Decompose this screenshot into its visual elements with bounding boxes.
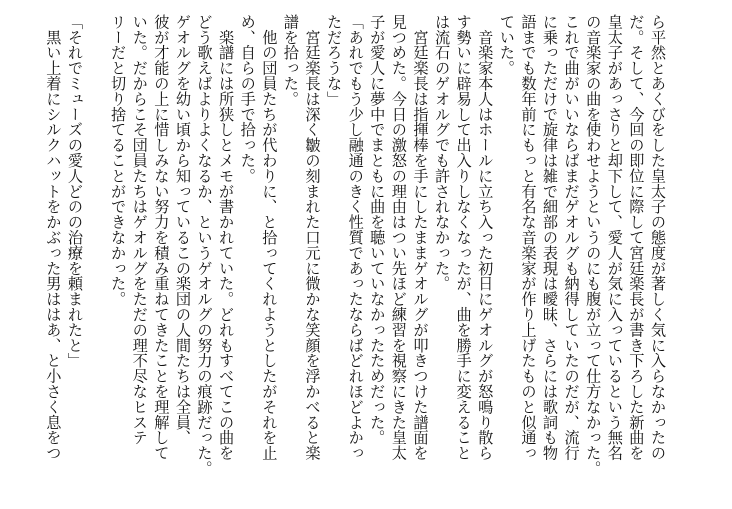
text-line: に乗っただけで旋律は雑で細部の表現は曖昧、さらには歌詞も物: [541, 14, 560, 461]
text-line: ゲオルグを幼い頃から知っているこの楽団の人間たちは全員、: [173, 14, 192, 446]
text-line: す勢いに辟易して出入りしなくなったが、曲を勝手に変えること: [454, 14, 473, 461]
text-line: だ。そして、今回の即位に際して宮廷楽長が書き下ろした新曲を: [627, 14, 646, 461]
text-line: これで曲がいいならばまだゲオルグも納得していたのだが、流行: [562, 14, 581, 461]
text-line: は流石のゲオルグでも許されなかった。: [433, 14, 452, 292]
text-line: 音楽家本人はホールに立ち入った初日にゲオルグが怒鳴り散ら: [476, 14, 495, 461]
text-line: 皇太子があっさりと却下して、愛人が気に入っているという無名: [605, 14, 624, 461]
text-line: 「それでミューズの愛人どのの治療を頼まれたと」: [65, 14, 84, 369]
text-line: 譜を拾った。: [281, 14, 300, 107]
text-line: ていた。: [497, 14, 516, 76]
text-line: 語までも数年前にもっと有名な音楽家が作り上げたものと似通っ: [519, 14, 538, 461]
text-line: 黒い上着にシルクハットをかぶった男ははあ、と小さく息をつ: [44, 14, 63, 461]
text-line: 見つめた。今日の激怒の理由はつい先ほど練習を視察にきた皇太: [389, 14, 408, 461]
vertical-text-body: [42, 14, 668, 486]
text-line: 「あれでもう少し融通のきく性質であったならばどれほどよかっ: [346, 14, 365, 461]
text-line: リーだと切り捨てることができなかった。: [109, 14, 128, 307]
text-line: の音楽家の曲を使わせようというのにも腹が立って仕方なかった。: [584, 14, 603, 476]
text-line: いた。だからこそ団員たちはゲオルグをただの理不尽なヒステ: [130, 14, 149, 446]
text-line: どう歌えばよりよくなるか、というゲオルグの努力の痕跡だった。: [195, 14, 214, 476]
text-line: め、自らの手で拾った。: [238, 14, 257, 184]
text-line: 他の団員たちが代わりに、と拾ってくれようとしたがそれを止: [260, 14, 279, 461]
text-line: 彼が才能の上に惜しみない努力を積み重ねてきたことを理解して: [152, 14, 171, 461]
text-line: 宮廷楽長は指揮棒を手にしたままゲオルグが叩きつけた譜面を: [411, 14, 430, 461]
text-line: ら平然とあくびをした皇太子の態度が著しく気に入らなかったの: [649, 14, 667, 461]
text-line: 楽譜には所狭しとメモが書かれていた。どれもすべてこの曲を: [217, 14, 236, 461]
text-line: ただろうな」: [325, 14, 344, 107]
blank-line: [85, 14, 107, 486]
text-line: 子が愛人に夢中でまともに曲を聴いていなかったためだった。: [368, 14, 387, 446]
text-line: 宮廷楽長は深く皺の刻まれた口元に微かな笑顔を浮かべると楽: [303, 14, 322, 461]
